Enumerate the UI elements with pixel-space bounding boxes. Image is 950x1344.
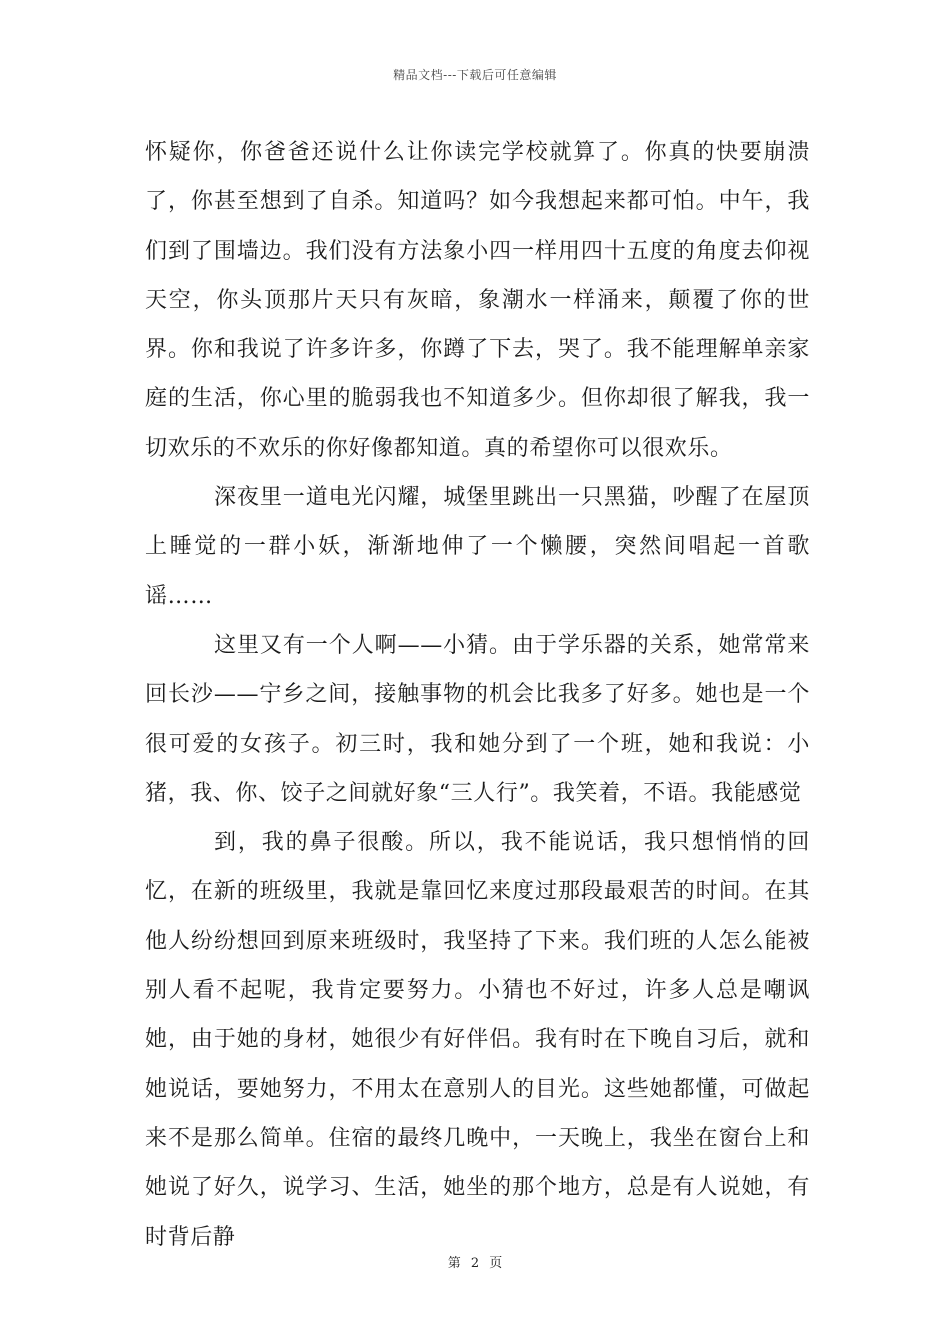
page-number-suffix: 页 <box>489 1256 503 1271</box>
page-header: 精品文档---下载后可任意编辑 <box>393 68 557 82</box>
page-footer <box>0 1252 950 1271</box>
paragraph-1: 怀疑你，你爸爸还说什么让你读完学校就算了。你真的快要崩溃了，你甚至想到了自杀。知道吗？如今我想起来都可怕。中午，我们到了围墙边。我们没有方法象小四一样用四十五度的角度去仰视天空，你头顶那片天只有灰暗，象潮水一样涌来，颠覆了你的世界。你和我说了许多许多，你蹲了下去，哭了。我不能理解单亲家庭的生活，你心里的脆弱我也不知道多少。但你却很了解我，我一切欢乐的不欢乐的你好像都知道。真的希望你可以很欢乐。 <box>145 140 810 461</box>
document-body <box>145 128 810 1262</box>
paragraph-2: 深夜里一道电光闪耀，城堡里跳出一只黑猫，吵醒了在屋顶上睡觉的一群小妖，渐渐地伸了一个懒腰，突然间唱起一首歌谣…… <box>145 485 810 609</box>
paragraph-4: 到，我的鼻子很酸。所以，我不能说话，我只想悄悄的回忆，在新的班级里，我就是靠回忆来度过那段最艰苦的时间。在其他人纷纷想回到原来班级时，我坚持了下来。我们班的人怎么能被别人看不起呢，我肯定要努力。小猜也不好过，许多人总是嘲讽她，由于她的身材，她很少有好伴侣。我有时在下晚自习后，就和她说话，要她努力，不用太在意别人的目光。这些她都懂，可做起来不是那么简单。住宿的最终几晚中，一天晚上，我坐在窗台上和她说了好久，说学习、生活，她坐的那个地方，总是有人说她，有时背后静 <box>145 830 810 1250</box>
page-number-prefix: 第 <box>447 1256 461 1271</box>
page-number: 2 <box>470 1256 480 1271</box>
paragraph-3: 这里又有一个人啊——小猜。由于学乐器的关系，她常常来回长沙——宁乡之间，接触事物的机会比我多了好多。她也是一个很可爱的女孩子。初三时，我和她分到了一个班，她和我说：小猪，我、你、饺子之间就好象“三人行”。我笑着，不语。我能感觉 <box>145 632 810 806</box>
